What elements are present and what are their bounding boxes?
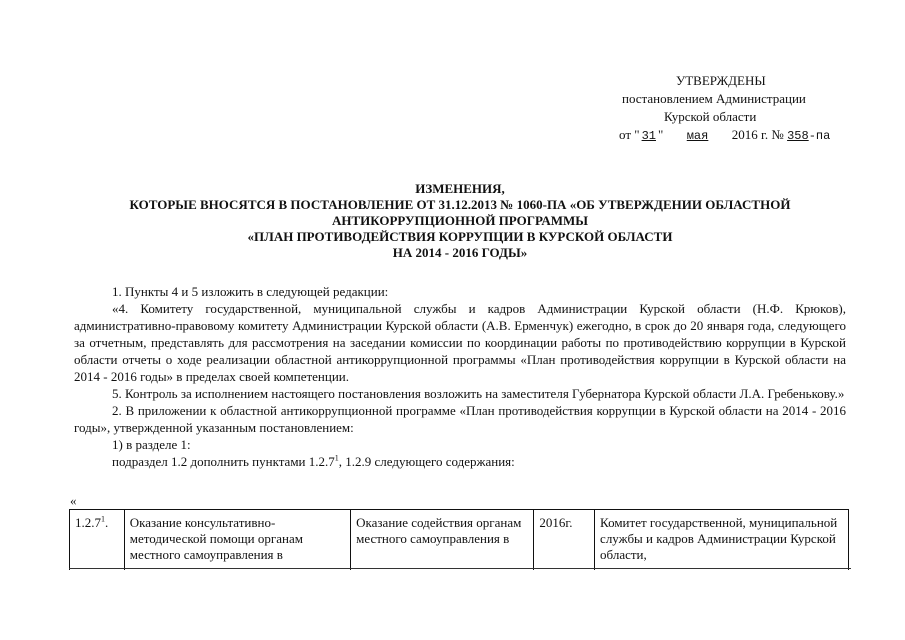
resolution-suffix: -па	[808, 129, 831, 143]
date-prefix: от "	[619, 127, 640, 142]
approval-line-region: Курской области	[664, 109, 757, 124]
title-line-2: КОТОРЫЕ ВНОСЯТСЯ В ПОСТАНОВЛЕНИЕ ОТ 31.12.2013 № 1060-ПА «ОБ УТВЕРЖДЕНИИ ОБЛАСТНОЙ	[129, 197, 791, 212]
cell-year: 2016г.	[534, 510, 595, 570]
approval-date-line	[600, 126, 880, 145]
cell-goal: Оказание содействия органам местного самоуправления в	[351, 510, 534, 570]
paragraph-6-sup: 1	[334, 453, 339, 463]
title-line-3: АНТИКОРРУПЦИОННОЙ ПРОГРАММЫ	[331, 213, 589, 228]
cell-number	[70, 510, 125, 570]
date-mid: "	[657, 127, 664, 142]
date-month: мая	[686, 129, 709, 143]
cell-number-text: 1.2.7	[75, 515, 101, 530]
cell-number-end: .	[105, 515, 109, 530]
paragraph-3: 5. Контроль за исполнением настоящего постановления возложить на заместителя Губернатора Курской области Л.А. Гребенькову.»	[112, 386, 845, 401]
table-row	[70, 510, 849, 570]
approval-heading: УТВЕРЖДЕНЫ	[676, 73, 766, 88]
title-line-5: НА 2014 - 2016 ГОДЫ»	[392, 245, 528, 260]
quote-open-mark: «	[70, 493, 77, 508]
document-body	[74, 283, 846, 470]
paragraph-2: «4. Комитету государственной, муниципальной службы и кадров Администрации Курской области (Н.Ф. Крюков), административно-правовому комитету Администрации Курской области (А.В. Ерменчук) ежегодно, в срок до 20 января года, следующего за отчетным, представлять для рассмотрения на заседании комиссии по координации работы по противодействию коррупции в Курской области отчеты о ходе реализации областной антикоррупционной программы «План противодействия коррупции в Курской области на 2014 - 2016 годы» в пределах своей компетенции.	[74, 301, 846, 384]
title-line-4: «ПЛАН ПРОТИВОДЕЙСТВИЯ КОРРУПЦИИ В КУРСКОЙ ОБЛАСТИ	[247, 229, 673, 244]
approval-line-resolution: постановлением Администрации	[622, 91, 806, 106]
paragraph-6-end: , 1.2.9 следующего содержания:	[338, 454, 515, 469]
changes-table	[69, 509, 849, 570]
resolution-number: 358	[787, 129, 809, 143]
cell-number-sup: 1	[101, 514, 105, 524]
paragraph-5: 1) в разделе 1:	[112, 437, 191, 452]
title-line-1: ИЗМЕНЕНИЯ,	[415, 181, 505, 196]
approval-block	[600, 72, 880, 145]
cell-action: Оказание консультативно-методической помощи органам местного самоуправления в	[124, 510, 350, 570]
table-bottom-rule	[69, 568, 851, 569]
paragraph-4: 2. В приложении к областной антикоррупционной программе «План противодействия коррупции в Курской области на 2014 - 2016 годы», утвержденной указанным постановлением:	[74, 403, 846, 435]
document-title	[60, 181, 860, 261]
date-year: 2016 г. №	[731, 127, 784, 142]
date-day: 31	[641, 129, 656, 143]
paragraph-6	[74, 453, 846, 470]
paragraph-6-start: подраздел 1.2 дополнить пунктами 1.2.7	[112, 454, 335, 469]
cell-responsible: Комитет государственной, муниципальной службы и кадров Администрации Курской области,	[595, 510, 849, 570]
paragraph-1: 1. Пункты 4 и 5 изложить в следующей редакции:	[112, 284, 389, 299]
